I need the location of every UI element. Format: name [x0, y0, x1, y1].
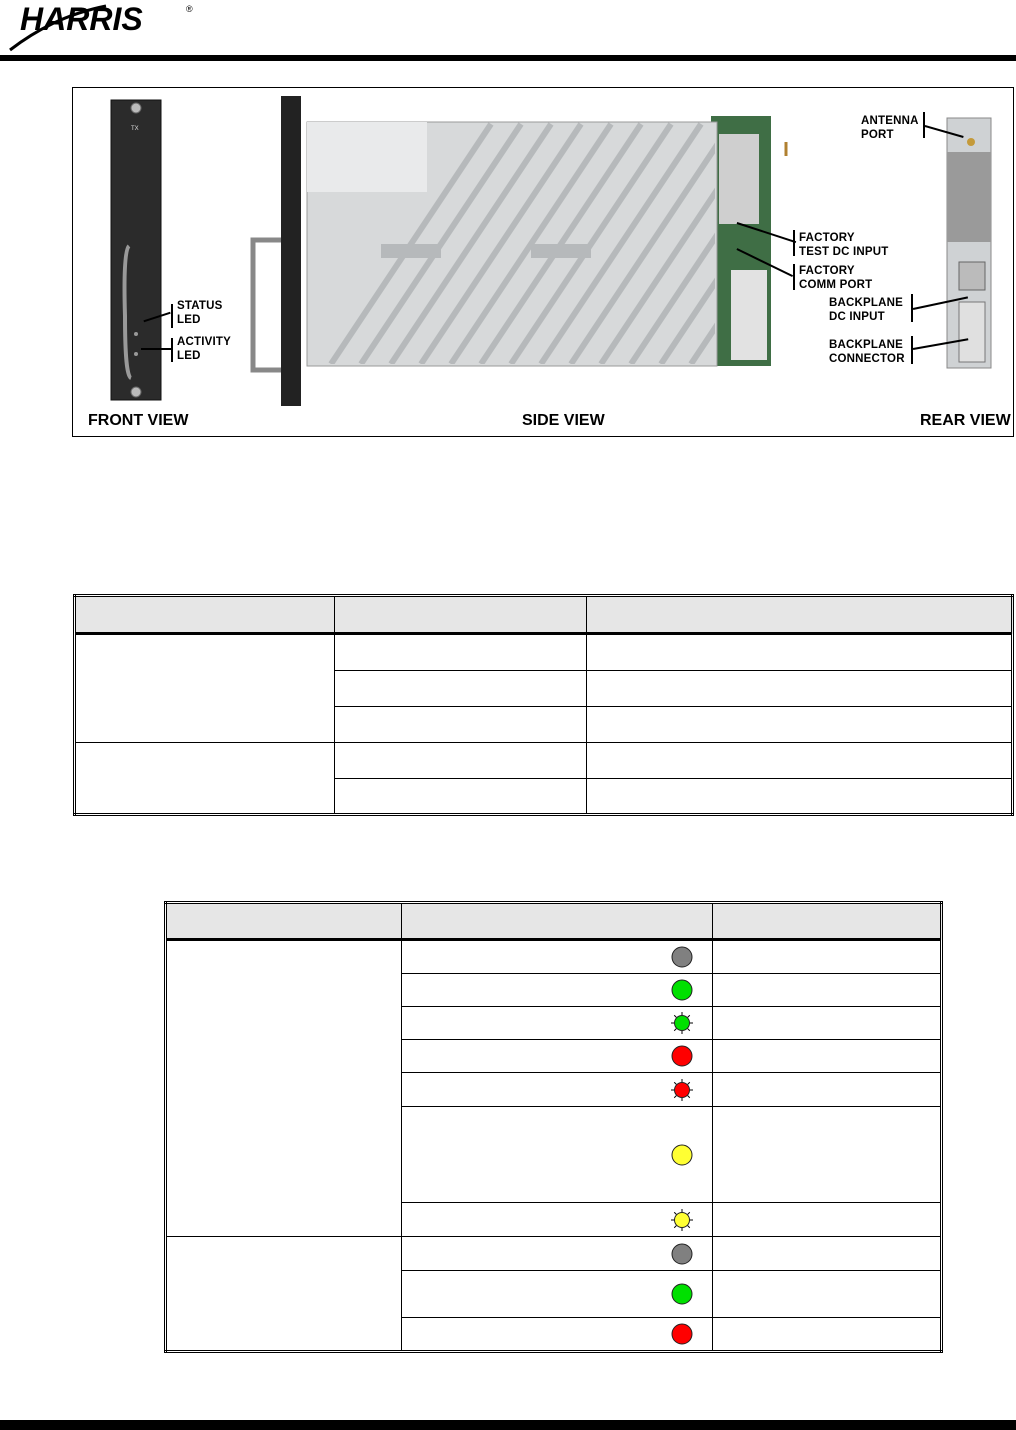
- led-green-icon: [671, 1283, 693, 1305]
- logo-text: HARRIS: [20, 1, 143, 37]
- factory-test-dc-input-callout: FACTORY TEST DC INPUT: [799, 232, 889, 258]
- led-state-cell: [402, 1318, 713, 1352]
- led-state-cell: [402, 1073, 713, 1107]
- table-2-header: [713, 903, 942, 940]
- led-state-cell: [402, 1107, 713, 1203]
- factory-comm-port-callout: FACTORY COMM PORT: [799, 265, 873, 291]
- table-1: [73, 594, 1014, 816]
- led-description-cell: [713, 1203, 942, 1237]
- table-cell: [587, 779, 1013, 815]
- table-cell: [335, 634, 587, 671]
- side-view-label: SIDE VIEW: [522, 412, 605, 429]
- table-1-header: [587, 596, 1013, 634]
- registered-mark: ®: [186, 4, 193, 14]
- front-view-label: FRONT VIEW: [88, 412, 189, 429]
- footer-rule: [0, 1420, 1016, 1430]
- group-label: [75, 743, 335, 815]
- rear-view-label: REAR VIEW: [920, 412, 1011, 429]
- table-cell: [587, 634, 1013, 671]
- led-description-cell: [713, 1318, 942, 1352]
- table-1-header: [335, 596, 587, 634]
- led-description-cell: [713, 1073, 942, 1107]
- led-description-cell: [713, 1040, 942, 1073]
- front-panel-image: [109, 96, 165, 408]
- led-yellow-flash-icon: [671, 1209, 693, 1231]
- led-green-icon: [671, 979, 693, 1001]
- table-row: [75, 743, 1013, 779]
- table-1-header: [75, 596, 335, 634]
- module-figure: [72, 87, 1014, 437]
- side-view-image: [241, 94, 801, 408]
- table-cell: [335, 707, 587, 743]
- panel-tx-text: TX: [131, 126, 139, 132]
- group-label: [75, 634, 335, 743]
- table-row: [166, 1237, 942, 1271]
- led-green-flash-icon: [671, 1012, 693, 1034]
- callout-line: [793, 264, 795, 290]
- harris-logo: [6, 0, 196, 52]
- led-description-cell: [713, 1107, 942, 1203]
- led-red-icon: [671, 1045, 693, 1067]
- led-yellow-icon: [671, 1144, 693, 1166]
- callout-line: [793, 230, 795, 256]
- table-cell: [587, 671, 1013, 707]
- led-description-cell: [713, 1271, 942, 1318]
- led-state-cell: [402, 1007, 713, 1040]
- led-state-cell: [402, 940, 713, 974]
- group-label: [166, 1237, 402, 1352]
- led-state-cell: [402, 1203, 713, 1237]
- status-led-callout: STATUS LED: [177, 300, 223, 326]
- table-cell: [587, 743, 1013, 779]
- table-cell: [587, 707, 1013, 743]
- led-description-cell: [713, 940, 942, 974]
- led-description-cell: [713, 1237, 942, 1271]
- led-red-icon: [671, 1323, 693, 1345]
- led-description-cell: [713, 974, 942, 1007]
- led-red-flash-icon: [671, 1079, 693, 1101]
- table-row: [166, 940, 942, 974]
- led-state-cell: [402, 1237, 713, 1271]
- table-2-header: [166, 903, 402, 940]
- group-label: [166, 940, 402, 1237]
- table-cell: [335, 671, 587, 707]
- led-state-cell: [402, 1040, 713, 1073]
- callout-line: [141, 348, 171, 350]
- activity-led-callout: ACTIVITY LED: [177, 336, 231, 362]
- backplane-connector-callout: BACKPLANE CONNECTOR: [829, 339, 905, 365]
- led-off-icon: [671, 946, 693, 968]
- callout-line: [911, 336, 913, 364]
- callout-line: [171, 304, 173, 328]
- table-2-header: [402, 903, 713, 940]
- table-cell: [335, 743, 587, 779]
- led-state-cell: [402, 1271, 713, 1318]
- led-description-cell: [713, 1007, 942, 1040]
- table-cell: [335, 779, 587, 815]
- antenna-port-callout: ANTENNA PORT: [861, 115, 919, 141]
- header-rule: [0, 55, 1016, 61]
- table-2: [164, 901, 943, 1353]
- backplane-dc-input-callout: BACKPLANE DC INPUT: [829, 297, 903, 323]
- led-state-cell: [402, 974, 713, 1007]
- callout-line: [171, 338, 173, 362]
- table-row: [75, 634, 1013, 671]
- led-off-icon: [671, 1243, 693, 1265]
